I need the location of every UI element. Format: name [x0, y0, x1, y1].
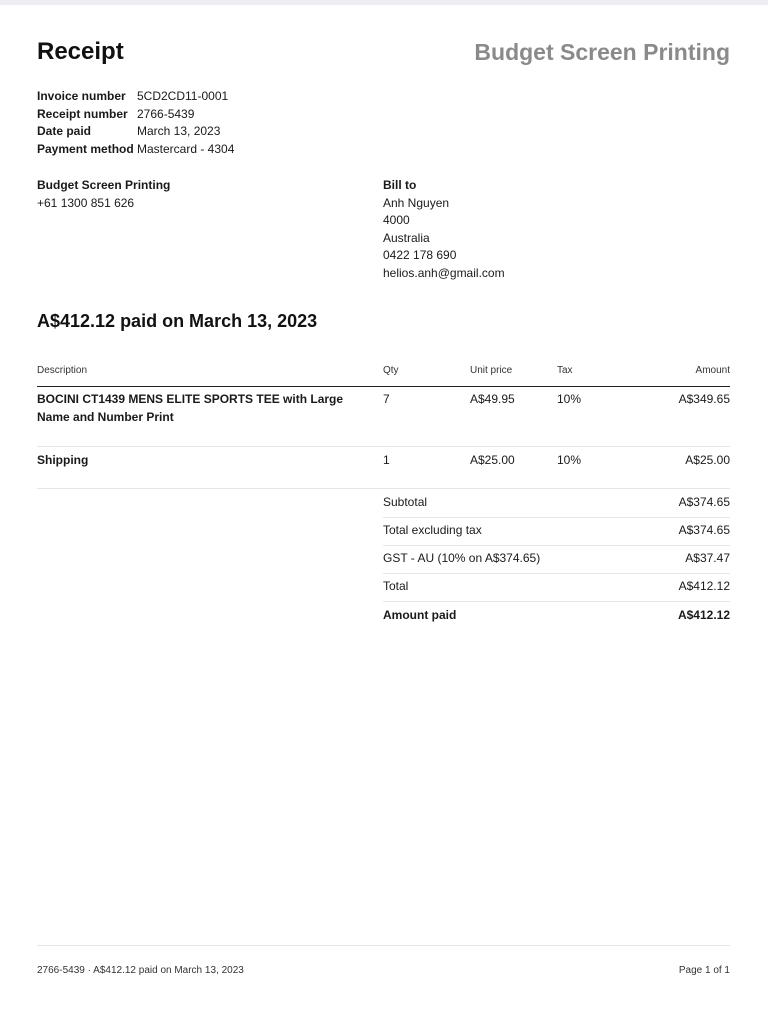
summary-value: A$374.65: [678, 523, 730, 537]
summary-label: Subtotal: [383, 495, 428, 509]
item-qty: 7: [383, 392, 390, 406]
summary-value: A$412.12: [677, 608, 730, 622]
customer-email: helios.anh@gmail.com: [383, 265, 505, 280]
seller-info: [37, 177, 170, 212]
payment-headline: A$412.12 paid on March 13, 2023: [37, 311, 318, 331]
header-qty: Qty: [383, 365, 399, 376]
header-unit-price: Unit price: [470, 365, 513, 376]
summary-gst: [383, 545, 730, 574]
receipt-page: [37, 0, 730, 1024]
item-qty: 1: [383, 453, 390, 467]
customer-phone: 0422 178 690: [383, 248, 457, 262]
company-name-header: Budget Screen Printing: [474, 39, 730, 65]
footer-summary: 2766-5439 · A$412.12 paid on March 13, 2023: [37, 965, 244, 976]
table-row: [37, 452, 730, 489]
item-tax: 10%: [557, 453, 582, 467]
summary-label: GST - AU (10% on A$374.65): [383, 551, 541, 565]
item-unit-price: A$49.95: [470, 392, 515, 406]
summary-label: Total excluding tax: [383, 523, 482, 537]
meta-value: March 13, 2023: [137, 124, 221, 138]
customer-country: Australia: [383, 230, 430, 245]
seller-phone: +61 1300 851 626: [37, 195, 135, 210]
item-description: BOCINI CT1439 MENS ELITE SPORTS TEE with Large Name and Number Print: [37, 392, 344, 424]
table-row: [37, 391, 730, 447]
meta-row-payment-method: [37, 141, 234, 159]
meta-row-receipt-number: [37, 106, 234, 124]
table-header: [37, 362, 730, 387]
summary-value: A$374.65: [678, 495, 730, 509]
bill-to: [383, 177, 505, 282]
summary-subtotal: [383, 489, 730, 518]
meta-label: Receipt number: [37, 106, 128, 121]
meta-value: 2766-5439: [137, 106, 195, 121]
header-description: Description: [37, 365, 88, 376]
summary-label: Amount paid: [383, 608, 457, 622]
meta-label: Date paid: [37, 124, 92, 138]
item-amount: A$25.00: [685, 453, 730, 467]
meta-value: Mastercard - 4304: [137, 141, 235, 156]
item-tax: 10%: [557, 392, 582, 406]
meta-value: 5CD2CD11-0001: [137, 89, 229, 103]
meta-label: Invoice number: [37, 89, 126, 103]
header-tax: Tax: [557, 365, 573, 376]
item-unit-price: A$25.00: [470, 453, 515, 467]
summary-label: Total: [383, 579, 409, 593]
receipt-meta: [37, 88, 234, 158]
summary-value: A$37.47: [685, 551, 730, 565]
seller-name: Budget Screen Printing: [37, 178, 171, 192]
customer-postcode: 4000: [383, 213, 410, 227]
customer-name: Anh Nguyen: [383, 195, 450, 210]
summary-value: A$412.12: [678, 579, 730, 593]
footer-divider: [37, 945, 730, 946]
meta-label: Payment method: [37, 141, 134, 156]
meta-row-date-paid: [37, 123, 234, 141]
summary-total-excluding-tax: [383, 517, 730, 546]
item-amount: A$349.65: [678, 392, 730, 406]
page-number: Page 1 of 1: [678, 965, 730, 976]
meta-row-invoice-number: [37, 88, 234, 106]
summary-total: [383, 573, 730, 602]
summary-amount-paid: [383, 602, 730, 630]
item-description: Shipping: [37, 453, 89, 467]
page-title: Receipt: [37, 38, 124, 65]
header-amount: Amount: [695, 365, 730, 376]
bill-to-heading: Bill to: [383, 178, 417, 192]
